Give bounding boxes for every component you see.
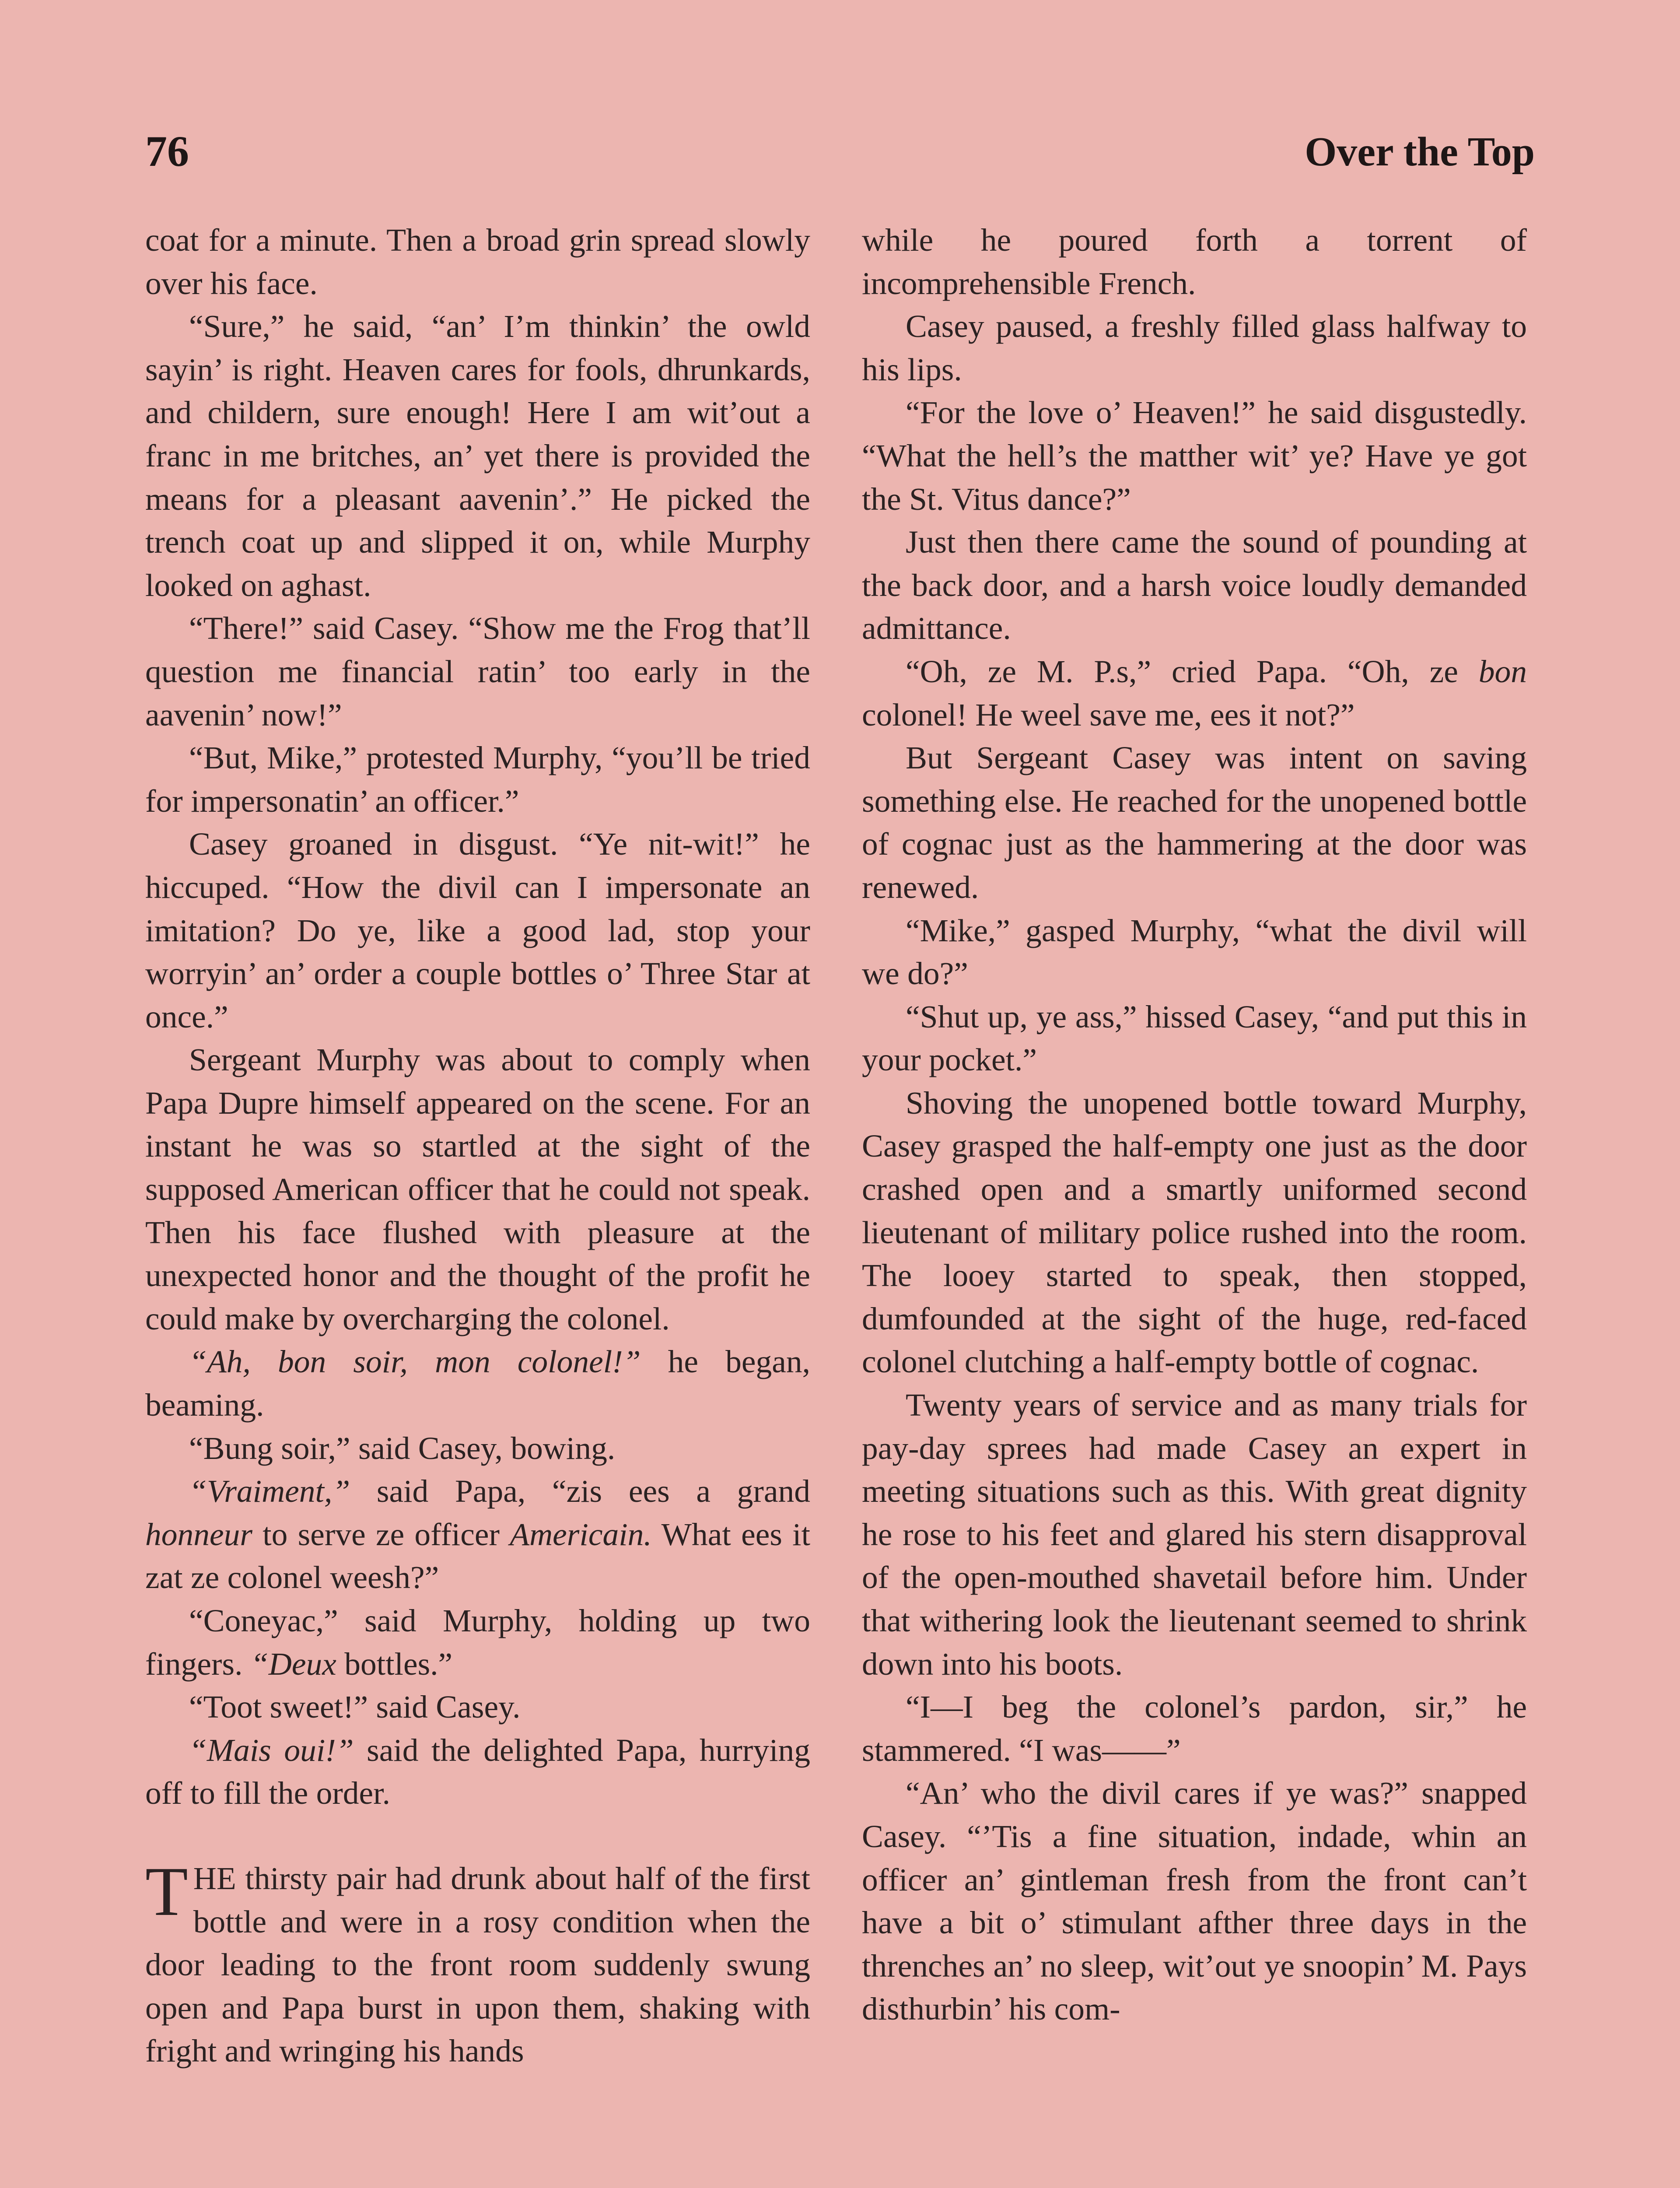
left-column: [145, 219, 810, 2073]
text: to serve ze officer: [252, 1516, 510, 1552]
text: said the delighted Papa, hurrying off to fill the order.: [145, 1732, 810, 1811]
paragraph: Shoving the unopened bottle toward Murphy, Casey grasped the half-empty one just as the door crashed open and a smartly uniformed second lieutenant of military police rushed into the room. The looey started to speak, then stopped, dumfounded at the sight of the huge, red-faced colonel clutching a half-empty bottle of cognac.: [862, 1085, 1527, 1380]
italic-text: bon: [1478, 653, 1527, 689]
right-column: [862, 219, 1527, 2031]
paragraph: coat for a minute. Then a broad grin spread slowly over his face.: [145, 222, 810, 301]
paragraph: Casey groaned in disgust. “Ye nit-wit!” he hiccuped. “How the divil can I impersonate an imitation? Do ye, like a good lad, stop your worryin’ an’ order a couple bottles o’ Three Star at once.”: [145, 826, 810, 1034]
italic-text: “Vraiment,”: [189, 1473, 350, 1509]
text: colonel! He weel save me, ees it not?”: [862, 697, 1355, 733]
paragraph: “For the love o’ Heaven!” he said disgustedly. “What the hell’s the matther wit’ ye? Have ye got the St. Vitus dance?”: [862, 395, 1527, 517]
italic-text: “Deux: [250, 1646, 336, 1682]
paragraph: Just then there came the sound of pounding at the back door, and a harsh voice loudly demanded admittance.: [862, 524, 1527, 646]
paragraph: while he poured forth a torrent of incomprehensible French.: [862, 222, 1527, 301]
paragraph: “Mike,” gasped Murphy, “what the divil will we do?”: [862, 912, 1527, 992]
paragraph: “An’ who the divil cares if ye was?” snapped Casey. “’Tis a fine situation, indade, whin an officer an’ gintleman fresh from the front can’t have a bit o’ stimulant afther three days in the threnches an’ no sleep, wit’out ye snoopin’ M. Pays disthurbin’ his com-: [862, 1775, 1527, 2027]
section-paragraph: [145, 1852, 810, 2073]
paragraph: [145, 1340, 810, 1427]
paragraph: “Shut up, ye ass,” hissed Casey, “and put this in your pocket.”: [862, 999, 1527, 1078]
italic-text: “Mais oui!”: [189, 1732, 354, 1768]
paragraph: Casey paused, a freshly filled glass halfway to his lips.: [862, 309, 1527, 387]
italic-text: Americain.: [510, 1516, 652, 1552]
paragraph: [145, 1729, 810, 1815]
paragraph: Twenty years of service and as many trials for pay-day sprees had made Casey an expert in meeting situations such as this. With great dignity he rose to his feet and glared his stern disapproval of the open-mouthed shavetail before him. Under that withering look the lieutenant seemed to shrink down into his boots.: [862, 1387, 1527, 1682]
paragraph: “Sure,” he said, “an’ I’m thinkin’ the owld sayin’ is right. Heaven cares for fools, dhrunkards, and childern, sure enough! Here I am wit’out a franc in me britches, an’ yet there is provided the means for a pleasant aavenin’.” He picked the trench coat up and slipped it on, while Murphy looked on aghast.: [145, 309, 810, 603]
paragraph: [145, 1470, 810, 1599]
paragraph: Sergeant Murphy was about to comply when Papa Dupre himself appeared on the scene. For an instant he was so startled at the sight of the supposed American officer that he could not speak. Then his face flushed with pleasure at the unexpected honor and the thought of the profit he could make by overcharging the colonel.: [145, 1042, 810, 1336]
paragraph: But Sergeant Casey was intent on saving something else. He reached for the unopened bottle of cognac just as the hammering at the door was renewed.: [862, 740, 1527, 905]
text: What ees it zat ze colonel weesh?”: [145, 1516, 810, 1595]
text: HE thirsty pair had drunk about half of the first bottle and were in a rosy condition when the door leading to the front room suddenly swung open and Papa burst in upon them, shaking with fright and wringing his hands: [145, 1860, 810, 2069]
paragraph: “I—I beg the colonel’s pardon, sir,” he stammered. “I was——”: [862, 1689, 1527, 1768]
text: said Papa, “zis ees a grand: [350, 1473, 810, 1509]
paragraph: [145, 1599, 810, 1686]
text: he began, beaming.: [145, 1344, 810, 1423]
paragraph: “But, Mike,” protested Murphy, “you’ll be tried for impersonatin’ an officer.”: [145, 740, 810, 819]
text: bottles.”: [336, 1646, 453, 1682]
drop-cap: T: [145, 1852, 188, 1930]
italic-text: “Ah, bon soir, mon colonel!”: [189, 1344, 641, 1380]
text: “Coneyac,” said Murphy, holding up two fingers.: [145, 1603, 810, 1682]
paragraph: “There!” said Casey. “Show me the Frog that’ll question me financial ratin’ too early in the aavenin’ now!”: [145, 610, 810, 733]
paragraph: “Toot sweet!” said Casey.: [189, 1689, 521, 1725]
text: “Oh, ze M. P.s,” cried Papa. “Oh, ze: [906, 653, 1479, 689]
paragraph: “Bung soir,” said Casey, bowing.: [189, 1430, 616, 1466]
italic-text: honneur: [145, 1516, 252, 1552]
page-number: 76: [145, 127, 189, 175]
running-head: Over the Top: [1305, 129, 1535, 175]
paragraph: [862, 650, 1527, 736]
